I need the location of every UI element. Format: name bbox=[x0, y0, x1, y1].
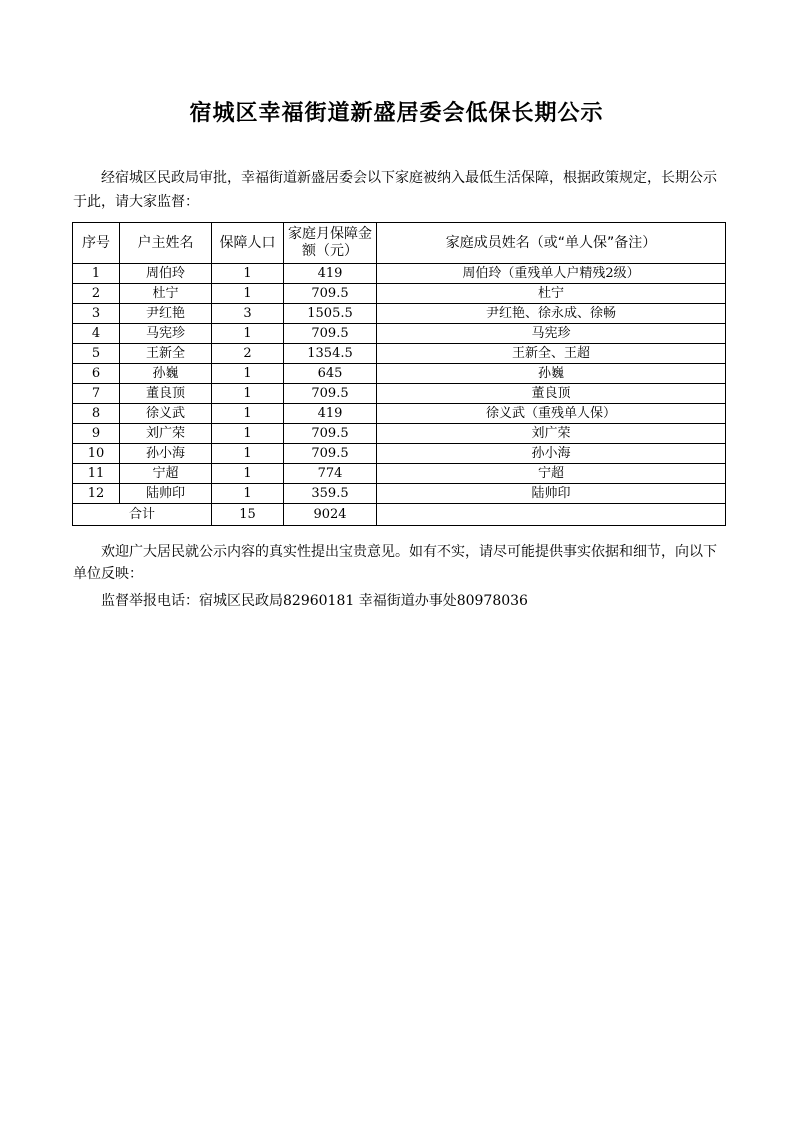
cell-no: 11 bbox=[73, 464, 120, 484]
total-people: 15 bbox=[212, 504, 284, 526]
cell-no: 3 bbox=[73, 304, 120, 324]
cell-members: 王新全、王超 bbox=[377, 344, 726, 364]
cell-head: 尹红艳 bbox=[120, 304, 212, 324]
cell-head: 马宪珍 bbox=[120, 324, 212, 344]
table-row bbox=[73, 404, 726, 424]
cell-amount: 709.5 bbox=[284, 424, 377, 444]
cell-head: 孙小海 bbox=[120, 444, 212, 464]
cell-amount: 774 bbox=[284, 464, 377, 484]
total-members bbox=[377, 504, 726, 526]
cell-people: 1 bbox=[212, 404, 284, 424]
cell-amount: 709.5 bbox=[284, 384, 377, 404]
cell-amount: 1354.5 bbox=[284, 344, 377, 364]
cell-head: 宁超 bbox=[120, 464, 212, 484]
subsidy-table bbox=[72, 222, 726, 526]
table-row bbox=[73, 424, 726, 444]
cell-members: 陆帅印 bbox=[377, 484, 726, 504]
table-row bbox=[73, 304, 726, 324]
total-row bbox=[73, 504, 726, 526]
cell-head: 孙巍 bbox=[120, 364, 212, 384]
cell-no: 2 bbox=[73, 284, 120, 304]
cell-members: 尹红艳、徐永成、徐畅 bbox=[377, 304, 726, 324]
cell-no: 6 bbox=[73, 364, 120, 384]
cell-head: 王新全 bbox=[120, 344, 212, 364]
cell-no: 4 bbox=[73, 324, 120, 344]
total-label: 合计 bbox=[73, 504, 212, 526]
cell-amount: 709.5 bbox=[284, 284, 377, 304]
cell-people: 1 bbox=[212, 324, 284, 344]
cell-members: 马宪珍 bbox=[377, 324, 726, 344]
cell-amount: 645 bbox=[284, 364, 377, 384]
cell-amount: 359.5 bbox=[284, 484, 377, 504]
cell-people: 1 bbox=[212, 284, 284, 304]
cell-head: 周伯玲 bbox=[120, 264, 212, 284]
cell-members: 徐义武（重残单人保） bbox=[377, 404, 726, 424]
cell-people: 1 bbox=[212, 484, 284, 504]
cell-people: 2 bbox=[212, 344, 284, 364]
cell-people: 1 bbox=[212, 424, 284, 444]
cell-head: 杜宁 bbox=[120, 284, 212, 304]
header-head-name: 户主姓名 bbox=[120, 223, 212, 264]
cell-no: 5 bbox=[73, 344, 120, 364]
table-row bbox=[73, 484, 726, 504]
cell-people: 3 bbox=[212, 304, 284, 324]
cell-no: 8 bbox=[73, 404, 120, 424]
cell-people: 1 bbox=[212, 464, 284, 484]
cell-people: 1 bbox=[212, 364, 284, 384]
header-members: 家庭成员姓名（或“单人保”备注） bbox=[377, 223, 726, 264]
cell-no: 9 bbox=[73, 424, 120, 444]
cell-members: 周伯玲（重残单人户精残2级） bbox=[377, 264, 726, 284]
cell-head: 陆帅印 bbox=[120, 484, 212, 504]
hotline-line: 监督举报电话：宿城区民政局82960181 幸福街道办事处80978036 bbox=[101, 593, 528, 609]
table-row bbox=[73, 284, 726, 304]
table-row bbox=[73, 464, 726, 484]
total-amount: 9024 bbox=[284, 504, 377, 526]
cell-amount: 419 bbox=[284, 264, 377, 284]
cell-head: 刘广荣 bbox=[120, 424, 212, 444]
cell-members: 董良顶 bbox=[377, 384, 726, 404]
table-header-row bbox=[73, 223, 726, 264]
cell-members: 宁超 bbox=[377, 464, 726, 484]
cell-people: 1 bbox=[212, 264, 284, 284]
cell-amount: 709.5 bbox=[284, 444, 377, 464]
page-title: 宿城区幸福街道新盛居委会低保长期公示 bbox=[189, 100, 604, 126]
cell-head: 徐义武 bbox=[120, 404, 212, 424]
cell-no: 1 bbox=[73, 264, 120, 284]
cell-members: 孙小海 bbox=[377, 444, 726, 464]
cell-people: 1 bbox=[212, 384, 284, 404]
header-amount: 家庭月保障金额（元） bbox=[284, 223, 377, 264]
cell-no: 10 bbox=[73, 444, 120, 464]
cell-no: 12 bbox=[73, 484, 120, 504]
table-row bbox=[73, 324, 726, 344]
header-no: 序号 bbox=[73, 223, 120, 264]
intro-paragraph: 经宿城区民政局审批，幸福街道新盛居委会以下家庭被纳入最低生活保障，根据政策规定，长期公示于此，请大家监督： bbox=[73, 170, 717, 210]
cell-people: 1 bbox=[212, 444, 284, 464]
table-row bbox=[73, 344, 726, 364]
cell-members: 杜宁 bbox=[377, 284, 726, 304]
cell-amount: 709.5 bbox=[284, 324, 377, 344]
cell-no: 7 bbox=[73, 384, 120, 404]
table-row bbox=[73, 384, 726, 404]
table-row bbox=[73, 364, 726, 384]
feedback-paragraph: 欢迎广大居民就公示内容的真实性提出宝贵意见。如有不实，请尽可能提供事实依据和细节，向以下单位反映： bbox=[73, 544, 717, 582]
table-row bbox=[73, 264, 726, 284]
cell-head: 董良顶 bbox=[120, 384, 212, 404]
table-row bbox=[73, 444, 726, 464]
cell-amount: 1505.5 bbox=[284, 304, 377, 324]
cell-members: 孙巍 bbox=[377, 364, 726, 384]
cell-members: 刘广荣 bbox=[377, 424, 726, 444]
cell-amount: 419 bbox=[284, 404, 377, 424]
header-people: 保障人口 bbox=[212, 223, 284, 264]
